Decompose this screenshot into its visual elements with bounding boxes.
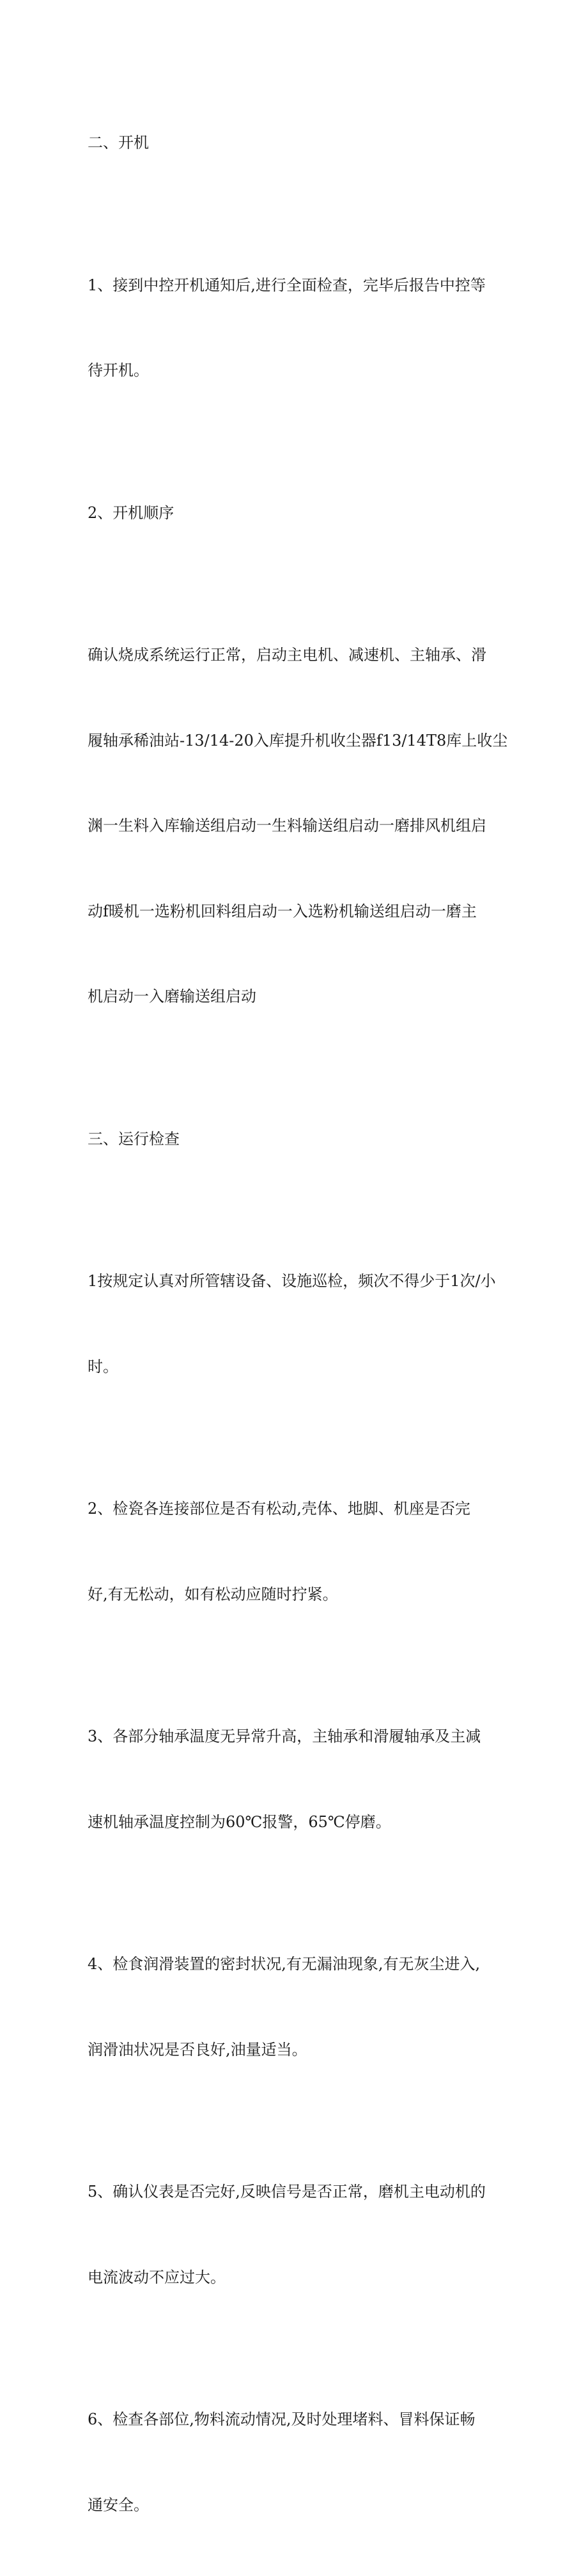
text-line: 好,有无松动，如有松动应随时拧紧。 xyxy=(88,1585,338,1603)
text-line: 动f暖机一选粉机回料组启动一入选粉机输送组启动一磨主 xyxy=(88,902,477,920)
document-body xyxy=(88,72,508,2576)
text-line: 电流波动不应过大。 xyxy=(88,2268,226,2286)
inspection-item-1 xyxy=(88,1210,503,1438)
text-line: 三、运行检查 xyxy=(88,1129,180,1148)
inspection-item-4 xyxy=(88,1893,503,2121)
text-line: 2、检瓷各连接部位是否有松动,壳体、地脚、机座是否完 xyxy=(88,1500,470,1518)
text-line: 渊一生料入库输送组启动一生料输送组启动一磨排风机组启 xyxy=(88,817,486,835)
text-line: 3、各部分轴承温度无异常升高，主轴承和滑履轴承及主减 xyxy=(88,1727,481,1745)
inspection-item-6 xyxy=(88,2348,503,2576)
text-line: 确认烧成系统运行正常，启动主电机、减速机、主轴承、滑 xyxy=(88,646,486,664)
text-line: 1、接到中控开机通知后,进行全面检查，完毕后报告中控等 xyxy=(88,276,486,294)
inspection-item-3 xyxy=(88,1665,503,1893)
startup-item-1 xyxy=(88,214,503,442)
startup-sequence xyxy=(88,584,508,1068)
text-line: 机启动一入磨输送组启动 xyxy=(88,987,256,1005)
section-heading-inspection xyxy=(88,1068,503,1211)
text-line: 通安全。 xyxy=(88,2495,149,2514)
text-line: 1按规定认真对所管辖设备、设施巡检，频次不得少于1次/小 xyxy=(88,1272,496,1290)
text-line: 时。 xyxy=(88,1357,118,1376)
text-line: 2、开机顺序 xyxy=(88,503,174,522)
inspection-item-2 xyxy=(88,1438,503,1665)
text-line: 速机轴承温度控制为60℃报警，65℃停磨。 xyxy=(88,1812,391,1831)
text-line: 6、检查各部位,物料流动情况,及时处理堵料、冒料保证畅 xyxy=(88,2410,476,2428)
text-line: 润滑油状况是否良好,油量适当。 xyxy=(88,2040,307,2059)
text-line: 履轴承稀油站-13/14-20入库提升机收尘器f13/14T8库上收尘 xyxy=(88,731,508,750)
text-line: 5、确认仪表是否完好,反映信号是否正常，磨机主电动机的 xyxy=(88,2183,486,2201)
text-line: 二、开机 xyxy=(88,134,149,152)
text-line: 4、检食润滑装置的密封状况,有无漏油现象,有无灰尘进入, xyxy=(88,1955,481,1973)
inspection-item-5 xyxy=(88,2121,503,2348)
section-heading-startup xyxy=(88,72,503,214)
startup-item-2 xyxy=(88,442,503,585)
text-line: 待开机。 xyxy=(88,361,149,379)
